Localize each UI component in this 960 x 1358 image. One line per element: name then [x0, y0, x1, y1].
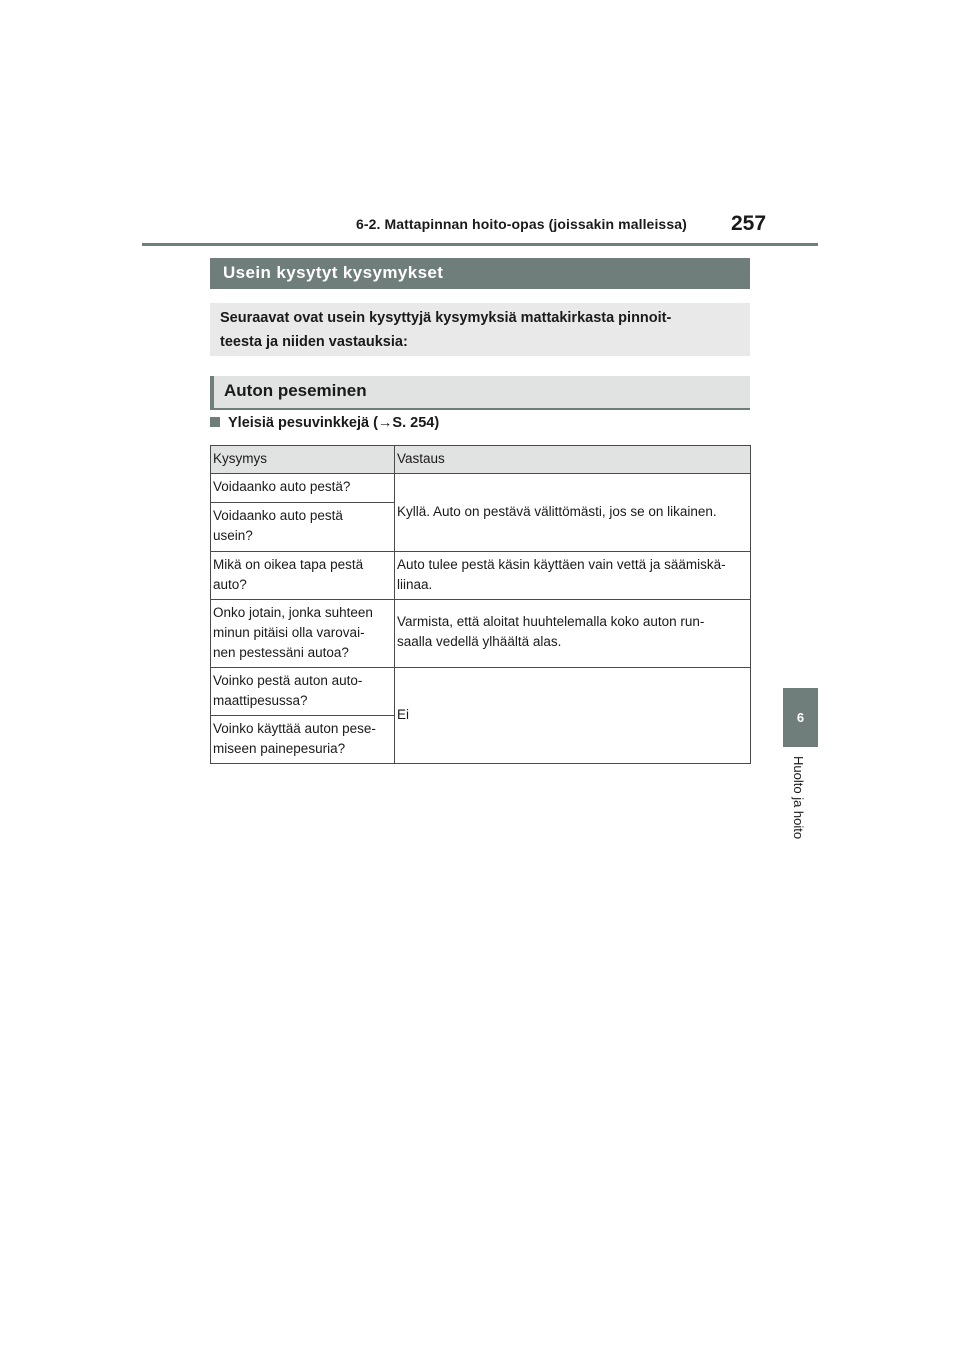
cell-line: nen pestessäni autoa? — [213, 645, 349, 660]
cell-line: Ei — [397, 707, 410, 722]
subsection-title: Auton peseminen — [224, 381, 367, 400]
cell-line: Voidaanko auto pestä — [213, 508, 343, 523]
question-cell — [211, 668, 395, 716]
intro-box — [210, 303, 750, 356]
cell-line: liinaa. — [397, 577, 433, 592]
question-cell — [211, 474, 395, 503]
subsection-accent-bar — [210, 376, 214, 408]
tips-heading — [210, 415, 439, 431]
table-header-row — [211, 446, 751, 474]
page-number: 257 — [731, 212, 767, 235]
cell-line: Kyllä. Auto on pestävä välittömästi, jos se on likainen. — [397, 504, 717, 519]
cell-line: Voinko käyttää auton pese- — [213, 721, 376, 736]
cell-line: maattipesussa? — [213, 693, 308, 708]
table-row — [211, 474, 751, 503]
page-header-title: 6-2. Mattapinnan hoito-opas (joissakin malleissa) — [356, 216, 687, 232]
question-cell — [211, 600, 395, 668]
intro-line: Seuraavat ovat usein kysyttyjä kysymyksiä mattakirkasta pinnoit- — [220, 310, 672, 326]
tips-heading-text: Yleisiä pesuvinkkejä (→S. 254) — [228, 415, 440, 431]
cell-line: Onko jotain, jonka suhteen — [213, 605, 373, 620]
table-row — [211, 668, 751, 716]
cell-line: usein? — [213, 528, 253, 543]
answer-cell — [395, 552, 751, 600]
question-cell — [211, 716, 395, 764]
header-divider — [142, 243, 818, 246]
cell-line: Mikä on oikea tapa pestä — [213, 557, 364, 572]
chapter-tab — [783, 688, 818, 747]
cell-line: Voinko pestä auton auto- — [213, 673, 363, 688]
answer-cell — [395, 600, 751, 668]
table-header-answer: Vastaus — [395, 446, 751, 474]
cell-line: Voidaanko auto pestä? — [213, 479, 351, 494]
section-title: Usein kysytyt kysymykset — [210, 258, 750, 289]
table-row — [211, 552, 751, 600]
cell-line: Varmista, että aloitat huuhtelemalla koko auton run- — [397, 614, 705, 629]
answer-cell — [395, 668, 751, 764]
faq-table — [210, 445, 751, 764]
cell-line: minun pitäisi olla varovai- — [213, 625, 365, 640]
cell-line: miseen painepesuria? — [213, 741, 346, 756]
question-cell — [211, 503, 395, 552]
cell-line: auto? — [213, 577, 247, 592]
subsection-header — [210, 376, 750, 410]
intro-line: teesta ja niiden vastauksia: — [220, 334, 408, 350]
answer-cell — [395, 474, 751, 552]
table-row — [211, 600, 751, 668]
cell-line: saalla vedellä ylhäältä alas. — [397, 634, 562, 649]
table-header-question: Kysymys — [211, 446, 395, 474]
cell-line: Auto tulee pestä käsin käyttäen vain vettä ja säämiskä- — [397, 557, 726, 572]
square-bullet-icon — [210, 417, 220, 427]
question-cell — [211, 552, 395, 600]
chapter-number: 6 — [796, 710, 805, 725]
chapter-name: Huolto ja hoito — [791, 756, 806, 840]
